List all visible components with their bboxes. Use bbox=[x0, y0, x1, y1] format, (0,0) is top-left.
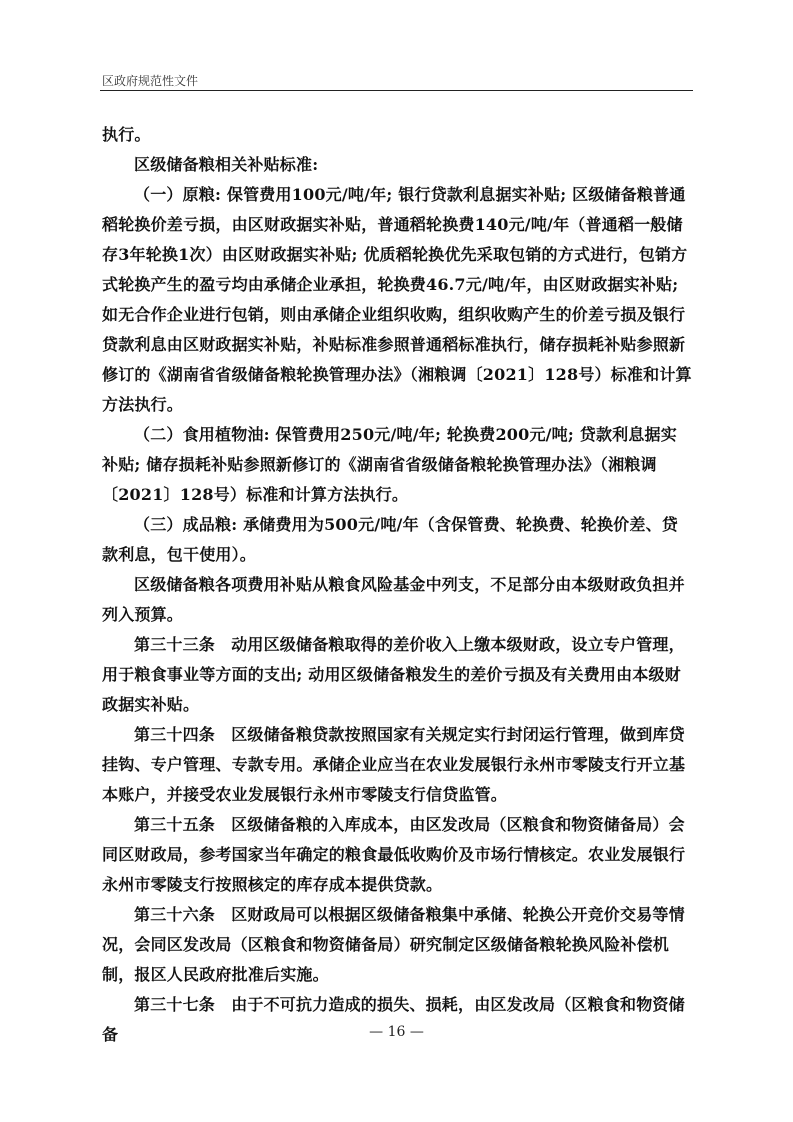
paragraph: 区级储备粮各项费用补贴从粮食风险基金中列支，不足部分由本级财政负担并列入预算。 bbox=[102, 575, 685, 624]
document-header: 区政府规范性文件 bbox=[102, 74, 199, 88]
header-divider bbox=[100, 90, 693, 91]
paragraph: 区级储备粮相关补贴标准: bbox=[134, 155, 319, 174]
article-33: 第三十三条 动用区级储备粮取得的差价收入上缴本级财政，设立专户管理，用于粮食事业等方面的支出; 动用区级储备粮发生的差价亏损及有关费用由本级财政据实补贴。 bbox=[102, 635, 685, 714]
paragraph: （二）食用植物油: 保管费用250元/吨/年; 轮换费200元/吨; 贷款利息据实补贴; 储存损耗补贴参照新修订的《湖南省省级储备粮轮换管理办法》（湘粮调〔2021〕128号）标准和计算方法执行。 bbox=[102, 425, 677, 504]
paragraph: 执行。 bbox=[102, 125, 151, 144]
page-number: — 16 — bbox=[369, 1024, 424, 1040]
paragraph: （一）原粮: 保管费用100元/吨/年; 银行贷款利息据实补贴; 区级储备粮普通稻轮换价差亏损，由区财政据实补贴，普通稻轮换费140元/吨/年（普通稻一般储存3年轮换1次）由区财政据实补贴; 优质稻轮换优先采取包销的方式进行，包销方式轮换产生的盈亏均由承储企业承担，轮换费46.7元/吨/年，由区财政据实补贴; 如无合作企业进行包销，则由承储企业组织收购，组织收购产生的价差亏损及银行贷款利息由区财政据实补贴，补贴标准参照普通稻标准执行，储存损耗补贴参照新修订的《湖南省省级储备粮轮换管理办法》（湘粮调〔2021〕128号）标准和计算方法执行。 bbox=[102, 185, 692, 414]
article-35: 第三十五条 区级储备粮的入库成本，由区发改局（区粮食和物资储备局）会同区财政局，参考国家当年确定的粮食最低收购价及市场行情核定。农业发展银行永州市零陵支行按照核定的库存成本提供贷款。 bbox=[102, 815, 686, 894]
document-body bbox=[102, 120, 692, 1050]
article-34: 第三十四条 区级储备粮贷款按照国家有关规定实行封闭运行管理，做到库贷挂钩、专户管理、专款专用。承储企业应当在农业发展银行永州市零陵支行开立基本账户，并接受农业发展银行永州市零陵支行信贷监管。 bbox=[102, 725, 686, 804]
article-36: 第三十六条 区财政局可以根据区级储备粮集中承储、轮换公开竞价交易等情况，会同区发改局（区粮食和物资储备局）研究制定区级储备粮轮换风险补偿机制，报区人民政府批准后实施。 bbox=[102, 905, 685, 984]
article-37: 第三十七条 由于不可抗力造成的损失、损耗，由区发改局（区粮食和物资储备 bbox=[102, 995, 685, 1044]
paragraph: （三）成品粮: 承储费用为500元/吨/年（含保管费、轮换费、轮换价差、贷款利息，包干使用）。 bbox=[102, 515, 678, 564]
